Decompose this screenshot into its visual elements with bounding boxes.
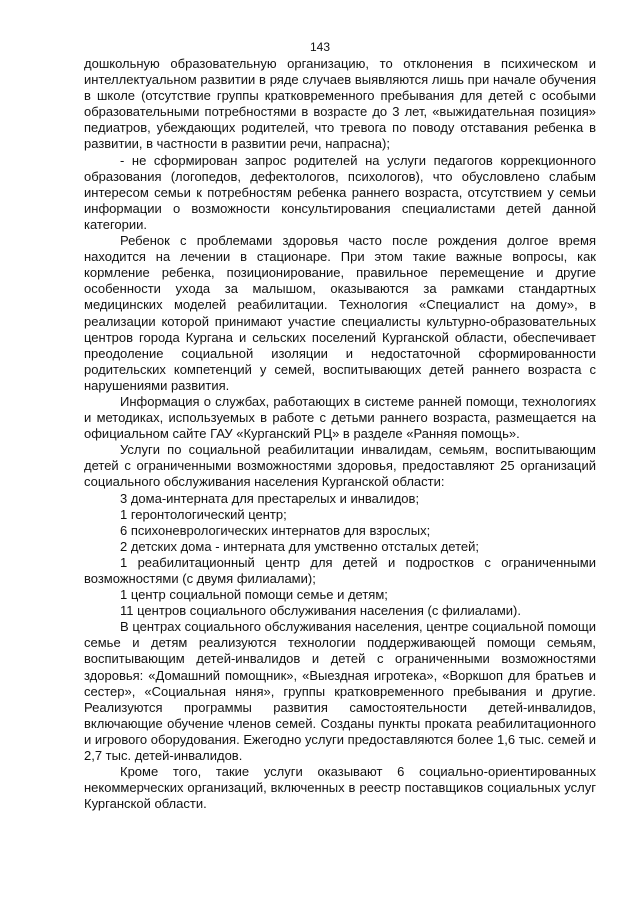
paragraph-rehab-services: Услуги по социальной реабилитации инвалидам, семьям, воспитывающим детей с ограниченными возможностями здоровья, предоставляют 25 организаций социального обслуживания населения Курганской области: <box>84 442 596 490</box>
list-item: 1 центр социальной помощи семье и детям; <box>120 587 388 603</box>
list-item: 1 реабилитационный центр для детей и подростков с ограниченными возможностями (с двумя филиалами); <box>84 554 596 586</box>
page-number: 143 <box>309 40 331 54</box>
list-item: 2 детских дома - интерната для умственно отсталых детей; <box>120 538 479 554</box>
list-item: 3 дома-интерната для престарелых и инвалидов; <box>120 490 420 506</box>
paragraph-early-detection: дошкольную образовательную организацию, то отклонения в психическом и интеллектуальном развитии в ряде случаев выявляются лишь при начале обучения в школе (отсутствие группы кратковременного пребывания для детей с особыми образовательными потребностями в возрасте до 3 лет, «выжидательная позиция» педиатров, убеждающих родителей, что тревога по поводу отставания ребенка в развитии, в частности в развитии речи, напрасна); <box>84 56 596 152</box>
paragraph-home-specialist: Ребенок с проблемами здоровья часто после рождения долгое время находится на лечении в стационаре. При этом такие важные вопросы, как кормление ребенка, позиционирование, правильное перемещение и другие особенности ухода за малышом, оказываются за рамками стандартных медицинских моделей реабилитации. Технология «Специалист на дому», в реализации которой принимают участие специалисты культурно-образовательных центров города Кургана и сельских поселений Курганской области, обеспечивает преодоление социальной изоляции и недостаточной сформированности родительских компетенций у семей, воспитывающих детей раннего возраста с нарушениями развития. <box>84 233 596 393</box>
paragraph-parent-request: - не сформирован запрос родителей на услуги педагогов коррекционного образования (логопедов, дефектологов, психологов), что обусловлено слабым интересом семьи к потребностям ребенка раннего возраста, отсутствием у семьи информации о возможности консультирования специалистами детей данной категории. <box>84 152 596 232</box>
paragraph-social-centers: В центрах социального обслуживания населения, центре социальной помощи семье и детям реализуются технологии поддерживающей помощи семьям, воспитывающим детей-инвалидов и детей с ограниченными возможностями здоровья: «Домашний помощник», «Выездная игротека», «Воркшоп для братьев и сестер», «Социальная няня», группы кратковременного пребывания и другие. Реализуются программы развития самостоятельности детей-инвалидов, включающие обучение членов семей. Созданы пункты проката реабилитационного и игрового оборудования. Ежегодно услуги предоставляются более 1,6 тыс. семей и 2,7 тыс. детей-инвалидов. <box>84 619 596 764</box>
paragraph-early-help-info: Информация о службах, работающих в системе ранней помощи, технологиях и методиках, используемых в работе с детьми раннего возраста, размещается на официальном сайте ГАУ «Курганский РЦ» в разделе «Ранняя помощь». <box>84 393 596 442</box>
paragraph-ngo-providers: Кроме того, такие услуги оказывают 6 социально-ориентированных некоммерческих организаций, включенных в реестр поставщиков социальных услуг Курганской области. <box>84 764 596 812</box>
organization-list <box>84 491 596 620</box>
list-item: 6 психоневрологических интернатов для взрослых; <box>120 522 431 538</box>
list-item: 1 геронтологический центр; <box>120 506 287 522</box>
document-body <box>84 56 596 812</box>
list-item: 11 центров социального обслуживания населения (с филиалами). <box>120 603 521 619</box>
